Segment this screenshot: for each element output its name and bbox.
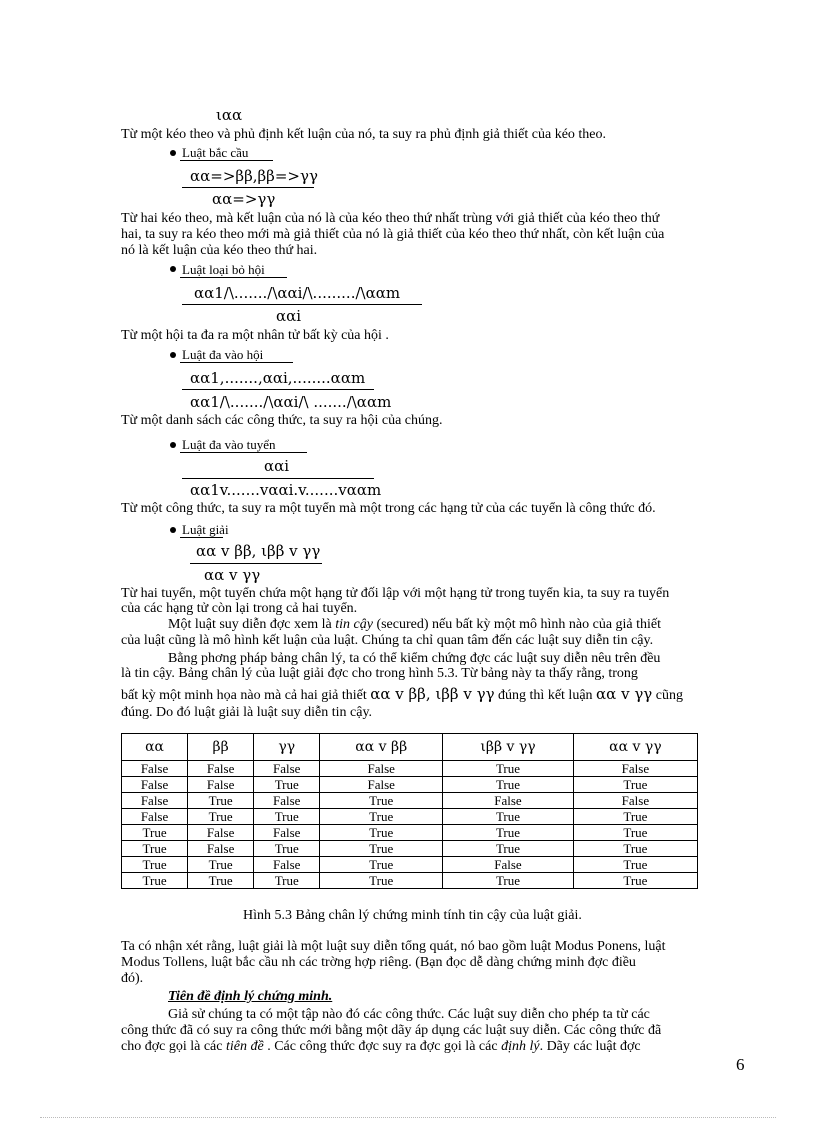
table-body [122, 761, 698, 889]
rule-title-and-elimination: Luật loại bỏ hội [182, 262, 265, 277]
table-cell: False [254, 825, 320, 841]
formula-not-alpha: ιαα [216, 106, 243, 124]
table-cell: True [320, 873, 443, 889]
page-number: 6 [736, 1055, 745, 1074]
rule-denominator: αα v γγ [204, 566, 261, 584]
table-cell: True [573, 841, 697, 857]
text-run: cũng [652, 688, 683, 703]
rule-denominator: αα=>γγ [212, 190, 276, 208]
paragraph-line: hai, ta suy ra kéo theo mới mà giả thiết của nó là giả thiết của kéo theo thứ nhất, còn kết luận của [121, 227, 665, 242]
paragraph-line: Modus Tollens, luật bắc cầu nh các trờng hợp riêng. (Bạn đọc dễ dàng chứng minh đợc điều [121, 955, 636, 970]
text-run: (secured) nếu bất kỳ một mô hình nào của giả thiết [372, 617, 662, 632]
table-cell: False [122, 793, 188, 809]
table-row [122, 793, 698, 809]
column-header: γγ [254, 734, 320, 761]
table-cell: True [443, 777, 574, 793]
table-cell: True [443, 761, 574, 777]
bullet-icon [170, 150, 176, 156]
paragraph-line: đúng. Do đó luật giải là luật suy diễn tin cậy. [121, 705, 373, 720]
column-header: αα [122, 734, 188, 761]
paragraph-line [168, 617, 661, 633]
paragraph-line: nó là kết luận của kéo theo thứ hai. [121, 243, 318, 258]
table-cell: True [254, 873, 320, 889]
table-cell: True [122, 841, 188, 857]
paragraph-line: Từ một danh sách các công thức, ta suy ra hội của chúng. [121, 413, 443, 428]
table-cell: False [443, 793, 574, 809]
table-cell: True [188, 873, 254, 889]
paragraph-line: Ta có nhận xét rằng, luật giải là một luật suy diễn tổng quát, nó bao gồm luật Modus Ponens, luật [121, 939, 666, 954]
table-cell: False [573, 761, 697, 777]
table-cell: False [122, 809, 188, 825]
table-cell: True [573, 873, 697, 889]
table-cell: True [443, 841, 574, 857]
table-cell: True [188, 809, 254, 825]
rule-numerator: αα1/\......./\ααi/\........./\ααm [194, 284, 401, 302]
paragraph-line [121, 685, 683, 704]
rule-title-transitivity: Luật bắc cầu [182, 145, 249, 160]
table-cell: True [573, 777, 697, 793]
rule-numerator: αα=>ββ,ββ=>γγ [190, 167, 318, 185]
table-cell: True [320, 841, 443, 857]
table-cell: True [443, 873, 574, 889]
table-cell: False [122, 761, 188, 777]
term-secured: tin cậy [335, 617, 373, 632]
paragraph-line: của luật cũng là mô hình kết luận của luật. Chúng ta chỉ quan tâm đến các luật suy diễn tin cậy. [121, 633, 654, 648]
inline-formula: αα v γγ [596, 685, 653, 703]
table-cell: True [320, 825, 443, 841]
rule-numerator: ααi [264, 457, 290, 475]
paragraph-line: Từ một công thức, ta suy ra một tuyển mà một trong các hạng tử của các tuyển là công thức đó. [121, 501, 656, 516]
text-run: . Các công thức đợc suy ra đợc gọi là các [263, 1039, 502, 1054]
paragraph-line: công thức đã có suy ra công thức mới bằng một dãy áp dụng các luật suy diễn. Các công thức đã [121, 1023, 662, 1038]
table-cell: True [254, 841, 320, 857]
table-row [122, 873, 698, 889]
paragraph-line: Từ hai tuyển, một tuyển chứa một hạng tử đối lập với một hạng tử trong tuyển kia, ta suy ra tuyển [121, 586, 670, 601]
truth-table [121, 733, 698, 889]
table-cell: False [573, 793, 697, 809]
fraction-bar [182, 478, 374, 479]
fraction-bar [182, 187, 314, 188]
table-cell: False [254, 857, 320, 873]
bullet-icon [170, 352, 176, 358]
page-bottom-border [40, 1117, 776, 1118]
bullet-icon [170, 527, 176, 533]
table-cell: True [573, 809, 697, 825]
table-cell: False [188, 777, 254, 793]
table-cell: True [320, 857, 443, 873]
table-cell: True [443, 825, 574, 841]
table-cell: True [573, 857, 697, 873]
paragraph-line: Từ một hội ta đa ra một nhân tử bất kỳ của hội . [121, 328, 389, 343]
table-cell: False [443, 857, 574, 873]
table-cell: True [188, 857, 254, 873]
text-run: cho đợc gọi là các [121, 1039, 226, 1054]
paragraph-line [121, 1039, 641, 1055]
fraction-bar [182, 389, 374, 390]
column-header: αα v γγ [573, 734, 697, 761]
table-row [122, 841, 698, 857]
text-run: bất kỳ một minh họa nào mà cả hai giả thiết [121, 688, 371, 703]
table-row [122, 857, 698, 873]
column-header: ιββ v γγ [443, 734, 574, 761]
rule-numerator: αα1,.......,ααi,........ααm [190, 369, 366, 387]
table-cell: True [320, 793, 443, 809]
paragraph-line: Từ một kéo theo và phủ định kết luận của nó, ta suy ra phủ định giả thiết của kéo theo. [121, 127, 607, 142]
table-cell: False [320, 761, 443, 777]
table-header-row [122, 734, 698, 761]
table-cell: False [320, 777, 443, 793]
paragraph-line: Từ hai kéo theo, mà kết luận của nó là của kéo theo thứ nhất trùng với giả thiết của kéo theo thứ [121, 211, 660, 226]
section-heading: Tiên đề định lý chứng minh. [168, 989, 333, 1004]
text-run: đúng thì kết luận [494, 688, 597, 703]
table-cell: True [573, 825, 697, 841]
table-cell: True [122, 825, 188, 841]
table-cell: True [188, 793, 254, 809]
rule-title-resolution: Luật giải [182, 522, 229, 537]
table-row [122, 825, 698, 841]
term-axioms: tiên đề [225, 1039, 264, 1054]
inline-formula: αα v ββ, ιββ v γγ [370, 685, 495, 703]
table-cell: False [122, 777, 188, 793]
fraction-bar [182, 304, 422, 305]
paragraph-line: của các hạng tử còn lại trong cả hai tuyển. [121, 601, 358, 616]
term-theorems: định lý [501, 1039, 540, 1054]
title-underline [180, 537, 223, 538]
fraction-bar [190, 563, 322, 564]
table-cell: False [188, 761, 254, 777]
rule-denominator: ααi [276, 307, 302, 325]
table-cell: False [254, 793, 320, 809]
table-cell: True [254, 809, 320, 825]
table-cell: True [122, 873, 188, 889]
rule-title-and-introduction: Luật đa vào hội [182, 347, 264, 362]
rule-denominator: αα1v.......vααi.v.......vααm [190, 481, 382, 499]
title-underline [180, 452, 307, 453]
paragraph-line: Bằng phơng pháp bảng chân lý, ta có thể kiểm chứng đợc các luật suy diễn nêu trên đều [168, 651, 661, 666]
title-underline [180, 160, 273, 161]
table-cell: True [320, 809, 443, 825]
table-cell: True [254, 777, 320, 793]
table-row [122, 809, 698, 825]
paragraph-line: đó). [121, 971, 144, 986]
table-cell: False [188, 841, 254, 857]
title-underline [180, 277, 287, 278]
bullet-icon [170, 266, 176, 272]
rule-numerator: αα v ββ, ιββ v γγ [196, 542, 321, 560]
table-row [122, 761, 698, 777]
rule-title-or-introduction: Luật đa vào tuyển [182, 437, 276, 452]
bullet-icon [170, 442, 176, 448]
text-run: Một luật suy diễn đợc xem là [168, 617, 336, 632]
paragraph-line: Giả sử chúng ta có một tập nào đó các công thức. Các luật suy diễn cho phép ta từ các [168, 1007, 650, 1022]
column-header: ββ [188, 734, 254, 761]
figure-caption: Hình 5.3 Bảng chân lý chứng minh tính tin cậy của luật giải. [243, 908, 582, 923]
text-run: . Dãy các luật đợc [539, 1039, 641, 1054]
table-cell: True [443, 809, 574, 825]
table-cell: False [188, 825, 254, 841]
table-cell: True [122, 857, 188, 873]
rule-denominator: αα1/\......./\ααi/\ ......./\ααm [190, 393, 392, 411]
title-underline [180, 362, 293, 363]
column-header: αα v ββ [320, 734, 443, 761]
table-cell: False [254, 761, 320, 777]
table-row [122, 777, 698, 793]
paragraph-line: là tin cậy. Bảng chân lý của luật giải đợc cho trong hình 5.3. Từ bảng này ta thấy rằng, trong [121, 666, 638, 681]
